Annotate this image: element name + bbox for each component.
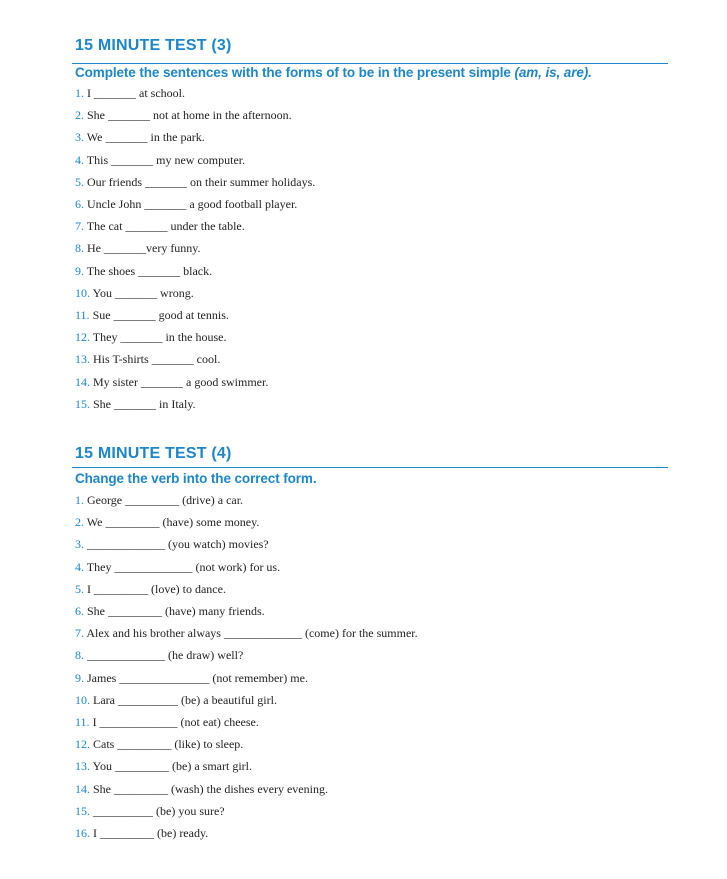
question-text: We _______ in the park. bbox=[86, 130, 205, 145]
question-text: __________ (be) you sure? bbox=[93, 803, 225, 818]
question-text: They _______ in the house. bbox=[92, 330, 227, 345]
question-number: 8. bbox=[75, 241, 84, 256]
question-item bbox=[75, 804, 225, 818]
question-text: Our friends _______ on their summer holidays. bbox=[87, 174, 316, 189]
question-number: 13. bbox=[75, 759, 90, 774]
test-4-divider bbox=[72, 467, 668, 468]
question-number: 1. bbox=[75, 86, 84, 100]
question-item bbox=[75, 86, 185, 100]
question-number: 10. bbox=[75, 692, 90, 707]
question-number: 9. bbox=[75, 263, 84, 278]
question-text: George _________ (drive) a car. bbox=[87, 493, 244, 507]
question-item bbox=[75, 515, 259, 529]
question-number: 11. bbox=[75, 308, 90, 322]
question-number: 5. bbox=[75, 174, 84, 189]
question-item bbox=[75, 352, 220, 366]
question-text: You _______ wrong. bbox=[92, 285, 194, 300]
question-text: She _________ (have) many friends. bbox=[87, 604, 265, 618]
question-text: They _____________ (not work) for us. bbox=[86, 559, 281, 574]
question-item bbox=[75, 737, 243, 751]
question-text: Lara __________ (be) a beautiful girl. bbox=[93, 692, 277, 707]
question-item bbox=[75, 330, 226, 344]
question-number: 4. bbox=[75, 152, 84, 167]
question-item bbox=[75, 759, 252, 773]
question-item bbox=[75, 671, 308, 685]
question-text: Uncle John _______ a good football player. bbox=[87, 197, 298, 211]
question-item bbox=[75, 582, 226, 596]
question-item bbox=[75, 537, 269, 551]
question-number: 6. bbox=[75, 604, 84, 618]
test-3-instruction bbox=[75, 65, 592, 80]
question-item bbox=[75, 308, 229, 322]
test-4-instruction: Change the verb into the correct form. bbox=[75, 471, 317, 486]
question-item bbox=[75, 693, 277, 707]
question-number: 5. bbox=[75, 581, 84, 596]
question-item bbox=[75, 197, 297, 211]
question-item bbox=[75, 264, 212, 278]
question-number: 2. bbox=[75, 515, 84, 530]
test-3-instruction-main: Complete the sentences with the forms of to be in the present simple bbox=[75, 65, 515, 80]
question-item bbox=[75, 604, 265, 618]
question-number: 15. bbox=[75, 803, 90, 818]
question-item bbox=[75, 286, 194, 300]
test-3-divider bbox=[72, 63, 668, 64]
test-3-instruction-forms: (am, is, are). bbox=[514, 65, 592, 80]
question-text: Cats _________ (like) to sleep. bbox=[93, 737, 244, 752]
question-number: 2. bbox=[75, 108, 84, 123]
question-number: 8. bbox=[75, 648, 84, 663]
question-item bbox=[75, 397, 196, 411]
question-text: I _______ at school. bbox=[87, 86, 185, 100]
question-text: I _________ (love) to dance. bbox=[87, 581, 226, 596]
question-number: 10. bbox=[75, 285, 90, 300]
question-item bbox=[75, 715, 259, 729]
question-text: You _________ (be) a smart girl. bbox=[92, 759, 252, 774]
question-number: 14. bbox=[75, 781, 90, 796]
question-text: Alex and his brother always _____________ (come) for the summer. bbox=[86, 626, 418, 641]
question-number: 16. bbox=[75, 826, 90, 840]
question-number: 3. bbox=[75, 537, 84, 552]
question-item bbox=[75, 375, 268, 389]
question-number: 6. bbox=[75, 197, 84, 211]
question-text: This _______ my new computer. bbox=[86, 152, 246, 167]
question-number: 11. bbox=[75, 715, 90, 729]
question-text: My sister _______ a good swimmer. bbox=[93, 374, 269, 389]
question-text: James _______________ (not remember) me. bbox=[87, 670, 308, 685]
question-number: 14. bbox=[75, 374, 90, 389]
question-number: 7. bbox=[75, 626, 84, 641]
question-text: The shoes _______ black. bbox=[86, 263, 213, 278]
question-text: I _________ (be) ready. bbox=[93, 826, 209, 840]
question-text: _____________ (you watch) movies? bbox=[87, 537, 269, 552]
question-text: _____________ (he draw) well? bbox=[87, 648, 244, 663]
question-item bbox=[75, 626, 418, 640]
question-item bbox=[75, 153, 245, 167]
question-number: 9. bbox=[75, 670, 84, 685]
question-text: The cat _______ under the table. bbox=[86, 219, 245, 234]
question-item bbox=[75, 493, 243, 507]
question-item bbox=[75, 648, 243, 662]
question-number: 15. bbox=[75, 396, 90, 411]
question-text: She _______ in Italy. bbox=[93, 396, 196, 411]
question-item bbox=[75, 175, 315, 189]
question-item bbox=[75, 782, 328, 796]
question-item bbox=[75, 826, 208, 840]
question-number: 12. bbox=[75, 330, 90, 345]
question-number: 3. bbox=[75, 130, 84, 145]
question-number: 1. bbox=[75, 493, 84, 507]
question-item bbox=[75, 130, 205, 144]
question-text: We _________ (have) some money. bbox=[86, 515, 260, 530]
question-item bbox=[75, 241, 201, 255]
question-number: 12. bbox=[75, 737, 90, 752]
question-text: He _______very funny. bbox=[87, 241, 201, 256]
question-number: 4. bbox=[75, 559, 84, 574]
question-number: 7. bbox=[75, 219, 84, 234]
question-item bbox=[75, 219, 245, 233]
question-item bbox=[75, 560, 280, 574]
question-text: His T-shirts _______ cool. bbox=[93, 352, 221, 367]
question-text: She _______ not at home in the afternoon. bbox=[87, 108, 292, 123]
question-text: She _________ (wash) the dishes every evening. bbox=[93, 781, 328, 796]
question-text: I _____________ (not eat) cheese. bbox=[92, 715, 259, 729]
question-item bbox=[75, 108, 292, 122]
test-3-title: 15 MINUTE TEST (3) bbox=[75, 37, 232, 54]
test-4-title: 15 MINUTE TEST (4) bbox=[75, 445, 232, 462]
question-text: Sue _______ good at tennis. bbox=[92, 308, 229, 322]
question-number: 13. bbox=[75, 352, 90, 367]
